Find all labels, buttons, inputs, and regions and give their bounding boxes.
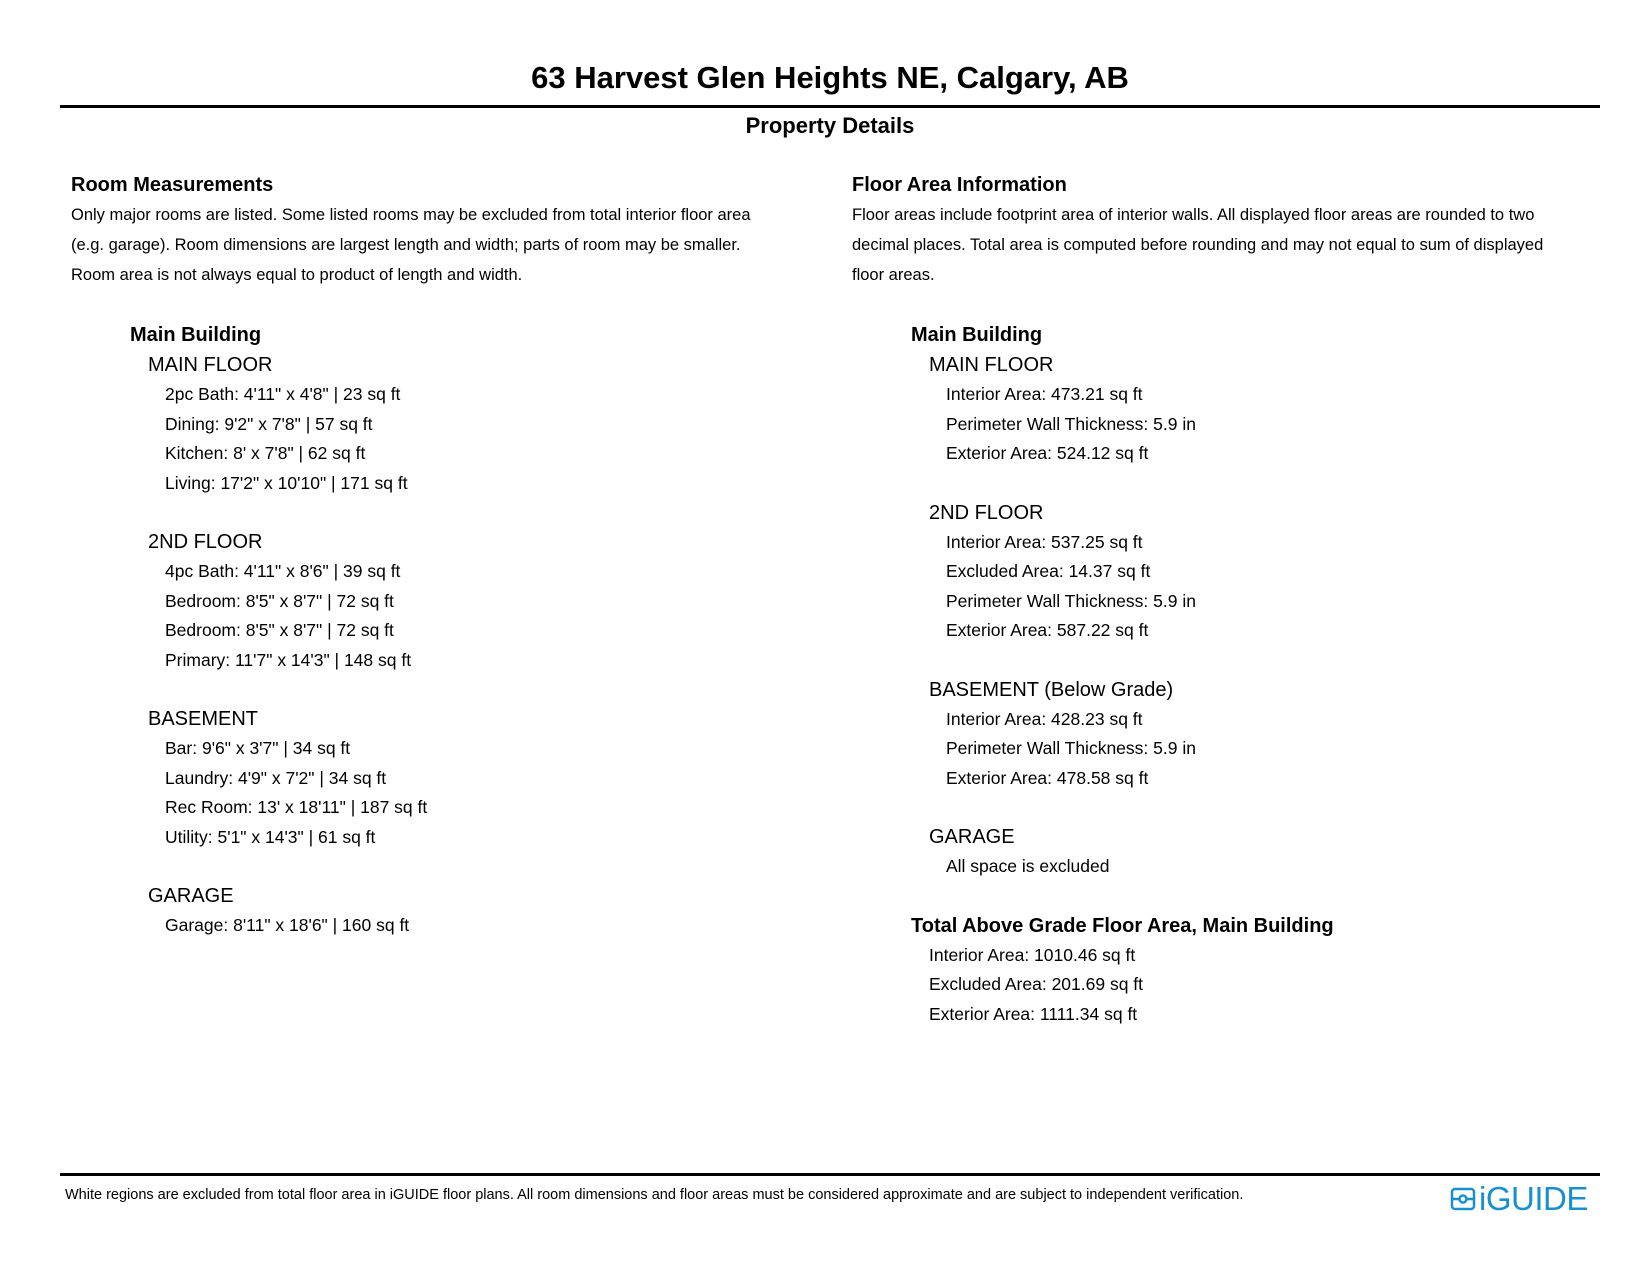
total-area-heading: Total Above Grade Floor Area, Main Building <box>911 914 1334 937</box>
area-item: Exterior Area: 524.12 sq ft <box>946 443 1149 463</box>
area-group-main-floor <box>852 350 1612 469</box>
floor-title: GARAGE <box>929 826 1015 848</box>
page-subtitle: Property Details <box>745 113 915 138</box>
room-measurements-heading: Room Measurements <box>71 174 274 196</box>
floor-title: BASEMENT (Below Grade) <box>929 678 1174 701</box>
area-item: Exterior Area: 587.22 sq ft <box>946 620 1149 640</box>
floor-title: BASEMENT <box>148 708 259 730</box>
room-item: Dining: 9'2" x 7'8" | 57 sq ft <box>165 413 373 434</box>
footer-disclaimer: White regions are excluded from total floor area in iGUIDE floor plans. All room dimensions and floor areas must be considered approximate and are subject to independent verification. <box>65 1187 1244 1203</box>
iguide-logo <box>1450 1181 1588 1217</box>
floor-area-heading: Floor Area Information <box>852 174 1067 196</box>
floor-title: GARAGE <box>148 885 234 907</box>
room-measurements-description-line: Room area is not always equal to product of length and width. <box>71 266 523 284</box>
floor-title: 2ND FLOOR <box>148 531 263 553</box>
floor-title: MAIN FLOOR <box>929 354 1054 376</box>
room-item: Laundry: 4'9" x 7'2" | 34 sq ft <box>165 767 387 788</box>
area-group-garage <box>852 822 1612 882</box>
room-measurements-section <box>71 170 846 941</box>
floor-area-building-title: Main Building <box>911 324 1043 346</box>
room-measurements-description-line: Only major rooms are listed. Some listed rooms may be excluded from total interior floor area <box>71 206 751 224</box>
room-item: Utility: 5'1" x 14'3" | 61 sq ft <box>165 826 376 847</box>
room-item: Bedroom: 8'5" x 8'7" | 72 sq ft <box>165 620 394 640</box>
room-measurements-description-line: (e.g. garage). Room dimensions are largest length and width; parts of room may be smaller. <box>71 236 741 254</box>
footer-divider <box>60 1173 1600 1176</box>
room-measurements-building-title: Main Building <box>130 324 262 346</box>
room-item: Bedroom: 8'5" x 8'7" | 72 sq ft <box>165 590 394 611</box>
floor-area-description-line: Floor areas include footprint area of interior walls. All displayed floor areas are rounded to two <box>852 206 1535 224</box>
total-area-item: Interior Area: 1010.46 sq ft <box>929 944 1136 965</box>
area-group-basement <box>852 675 1612 794</box>
floor-group-garage <box>71 881 846 941</box>
total-area-item: Exterior Area: 1111.34 sq ft <box>929 1003 1138 1024</box>
floor-area-section <box>852 170 1612 1029</box>
area-item: Interior Area: 537.25 sq ft <box>946 531 1143 552</box>
floor-title: MAIN FLOOR <box>148 354 273 376</box>
header-divider <box>60 105 1600 108</box>
area-item: Perimeter Wall Thickness: 5.9 in <box>946 738 1196 758</box>
floor-group-2nd-floor <box>71 527 846 675</box>
area-item: Perimeter Wall Thickness: 5.9 in <box>946 590 1196 611</box>
floor-group-main-floor <box>71 350 846 498</box>
room-item: Primary: 11'7" x 14'3" | 148 sq ft <box>165 649 412 670</box>
total-area-item: Excluded Area: 201.69 sq ft <box>929 974 1144 994</box>
room-item: Garage: 8'11" x 18'6" | 160 sq ft <box>165 915 410 935</box>
room-item: Kitchen: 8' x 7'8" | 62 sq ft <box>165 443 366 463</box>
iguide-logo-text: iGUIDE <box>1479 1180 1588 1217</box>
area-group-2nd-floor <box>852 498 1612 646</box>
iguide-logo-icon <box>1450 1186 1476 1212</box>
room-item: Bar: 9'6" x 3'7" | 34 sq ft <box>165 738 351 758</box>
area-item: Exterior Area: 478.58 sq ft <box>946 767 1149 788</box>
area-item: Excluded Area: 14.37 sq ft <box>946 561 1151 581</box>
floor-area-description-line: decimal places. Total area is computed before rounding and may not equal to sum of displayed <box>852 236 1544 254</box>
area-item: Perimeter Wall Thickness: 5.9 in <box>946 413 1196 434</box>
room-item: Living: 17'2" x 10'10" | 171 sq ft <box>165 472 408 493</box>
room-item: 4pc Bath: 4'11" x 8'6" | 39 sq ft <box>165 561 401 581</box>
area-item: All space is excluded <box>946 856 1110 876</box>
page-title: 63 Harvest Glen Heights NE, Calgary, AB <box>531 60 1129 95</box>
area-item: Interior Area: 473.21 sq ft <box>946 384 1143 404</box>
area-item: Interior Area: 428.23 sq ft <box>946 708 1143 729</box>
room-item: 2pc Bath: 4'11" x 4'8" | 23 sq ft <box>165 384 401 404</box>
floor-group-basement <box>71 704 846 852</box>
floor-title: 2ND FLOOR <box>929 501 1044 524</box>
room-item: Rec Room: 13' x 18'11" | 187 sq ft <box>165 797 428 817</box>
floor-area-description-line: floor areas. <box>852 266 935 284</box>
